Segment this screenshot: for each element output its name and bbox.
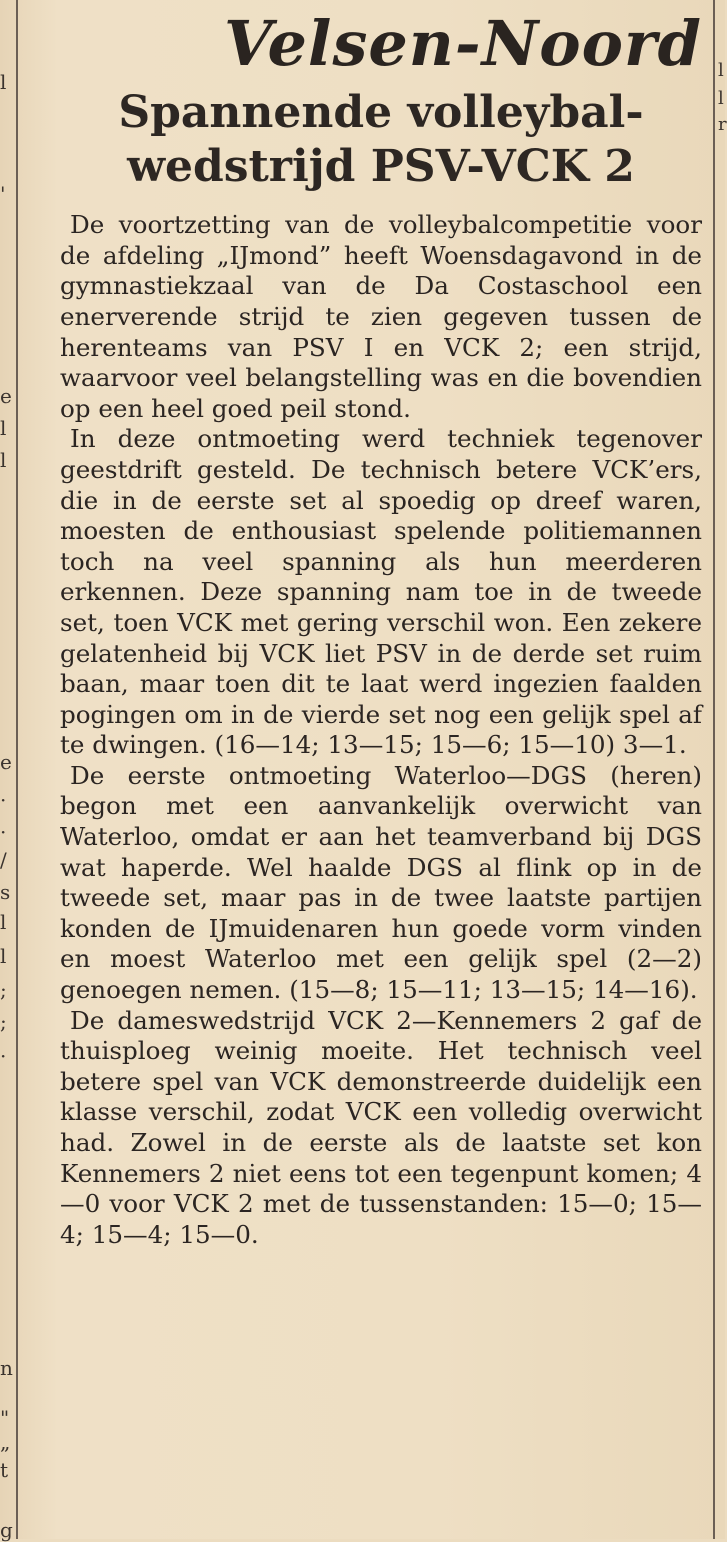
column-rule-left xyxy=(16,0,18,1539)
article-headline xyxy=(60,86,702,194)
left-column-fragment: t xyxy=(0,1458,9,1482)
headline-line-2: wedstrijd PSV-VCK 2 xyxy=(127,141,635,193)
paragraph: De voortzetting van de volleybalcompetitie voor de afdeling „IJmond” heeft Woensdagavond in de gymnastiekzaal van de Da Costaschool een enerverende strijd te zien gegeven tussen de herenteams van PSV I en VCK 2; een strijd, waarvoor veel belangstelling was en die bovendien op een heel goed peil stond. xyxy=(60,210,702,423)
left-column-fragment: l xyxy=(0,448,7,472)
article-body xyxy=(60,210,702,1250)
left-column-fragment: n xyxy=(0,1356,13,1380)
left-column-fragment: ' xyxy=(0,182,6,206)
left-column-fragment: e xyxy=(0,384,12,408)
right-column-fragment: r xyxy=(718,114,727,135)
left-column-fragment: · xyxy=(0,1044,7,1068)
left-column-fragment: · xyxy=(0,788,7,812)
right-column-fragment: l xyxy=(718,60,724,81)
left-column-fragment: l xyxy=(0,70,7,94)
left-column-fragment: l xyxy=(0,944,7,968)
left-column-fragment: l xyxy=(0,910,7,934)
paragraph: De dameswedstrijd VCK 2—Kennemers 2 gaf de thuisploeg weinig moeite. Het technisch veel betere spel van VCK demonstreerde duidelijk een klasse verschil, zodat VCK een volledig overwicht had. Zowel in de eerste als de laatste set kon Kennemers 2 niet eens tot een tegenpunt komen; 4—0 voor VCK 2 met de tussenstanden: 15—0; 15—4; 15—4; 15—0. xyxy=(60,1005,702,1249)
article xyxy=(60,7,702,1250)
left-column-fragment: l xyxy=(0,416,7,440)
left-column-fragment: s xyxy=(0,880,11,904)
right-column-fragment: l xyxy=(718,88,724,109)
left-column-fragment: ; xyxy=(0,1010,7,1034)
paragraph: In deze ontmoeting werd techniek tegenover geestdrift gesteld. De technisch betere VCK’ers, die in de eerste set al spoedig op dreef waren, moesten de enthousiast spelende politiemannen toch na veel spanning als hun meerderen erkennen. Deze spanning nam toe in de tweede set, toen VCK met gering verschil won. Een zekere gelatenheid bij VCK liet PSV in de derde set ruim baan, maar toen dit te laat werd ingezien faalden pogingen om in de vierde set nog een gelijk spel af te dwingen. (16—14; 13—15; 15—6; 15—10) 3—1. xyxy=(60,424,702,760)
column-rule-right xyxy=(713,0,715,1539)
article-dateline: Velsen-Noord xyxy=(224,7,702,80)
left-column-fragment: / xyxy=(0,848,7,872)
left-column-fragment: e xyxy=(0,750,12,774)
left-column-fragment: · xyxy=(0,820,7,844)
paragraph: De eerste ontmoeting Waterloo—DGS (heren) begon met een aanvankelijk overwicht van Waterloo, omdat er aan het teamverband bij DGS wat haperde. Wel haalde DGS al flink op in de tweede set, maar pas in de twee laatste partijen konden de IJmuidenaren hun goede vorm vinden en moest Waterloo met een gelijk spel (2—2) genoegen nemen. (15—8; 15—11; 13—15; 14—16). xyxy=(60,760,702,1005)
left-column-fragment: g xyxy=(0,1518,13,1542)
left-column-fragment: ; xyxy=(0,978,7,1002)
left-column-fragment: " xyxy=(0,1406,10,1430)
left-column-fragment: „ xyxy=(0,1430,11,1454)
headline-line-1: Spannende volleybal- xyxy=(118,87,644,139)
